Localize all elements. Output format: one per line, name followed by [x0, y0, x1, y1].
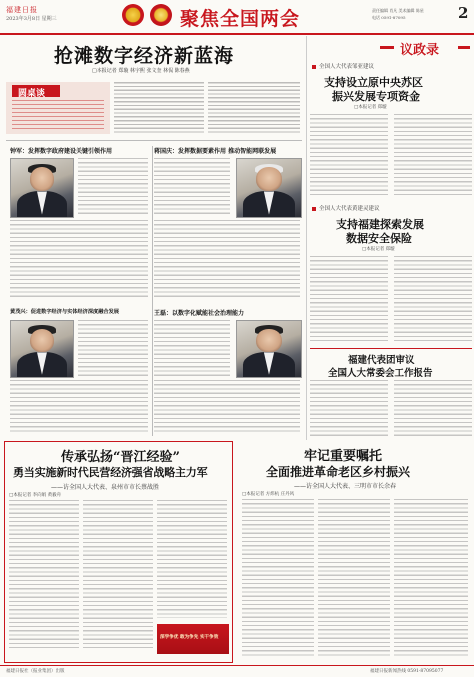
column-item-1-title-1: 支持设立原中央苏区 [324, 76, 423, 89]
column-item-2-text-b [394, 256, 472, 342]
delegation-title-1: 福建代表团审议 [348, 355, 415, 366]
column-item-1-byline: □本报记者 郑璇 [354, 105, 387, 110]
cppcc-emblem-icon [150, 4, 172, 26]
bottom-left-text-a [9, 500, 79, 650]
column-item-1-text-a [310, 114, 388, 196]
bottom-right-text-a [242, 499, 314, 657]
lead-title: 抢滩数字经济新蓝海 [54, 45, 235, 67]
speaker-photo-zhongjun [10, 158, 74, 218]
bottom-right-title-1: 牢记重要嘱托 [304, 449, 383, 464]
column-item-2-text-a [310, 256, 388, 342]
speaker-quote-zhongjun: 钟军：发挥数字政府建设关键引领作用 [10, 148, 113, 155]
delegation-story [310, 348, 472, 440]
slogan-text: 深学争优 敢为争先 实干争效 [160, 635, 219, 640]
roundtable-text [12, 100, 104, 130]
column-item-2-byline: □本报记者 郑璇 [362, 247, 395, 252]
speaker-quote-wanglei: 王磊：以数字化赋能社会治理能力 [154, 310, 245, 317]
intro-text-right [208, 82, 300, 134]
intro-text-left [114, 82, 204, 134]
speaker-photo-wanglei [236, 320, 302, 378]
national-emblem-icon [122, 4, 144, 26]
bottom-left-title-2: 勇当实施新时代民营经济强省战略主力军 [13, 466, 208, 479]
bottom-right-text-b [318, 499, 390, 657]
column-item-2-title-1: 支持福建探索发展 [336, 218, 424, 231]
speaker-card-jiangguoqing [154, 144, 302, 304]
masthead-rule [0, 33, 474, 35]
delegation-text-a [310, 380, 388, 438]
bottom-left-title-1: 传承弘扬“晋江经验” [61, 450, 180, 465]
footer-right: 福建日报新闻热线 0591-87095077 [370, 669, 444, 674]
column-item-1-kicker-text: 全国人大代表邹亚建议 [319, 64, 375, 70]
column-item-1-text-b [394, 114, 472, 196]
delegation-text-b [394, 380, 472, 438]
delegation-rule [310, 348, 472, 349]
speaker-text-huangmaoxing-b [10, 380, 148, 434]
footer-left: 福建日报社（报业集团）出版 [6, 669, 65, 674]
column-item-2-kicker-text: 全国人大代表黄建灵建议 [319, 206, 380, 212]
speaker-text-wanglei-b [154, 380, 300, 434]
issue-date: 2023年3月8日 星期三 [6, 16, 57, 22]
speaker-text-jiangguoqing-b [154, 220, 300, 300]
speaker-photo-huangmaoxing [10, 320, 74, 378]
column-item-1-title-2: 振兴发展专项资金 [332, 90, 420, 103]
kicker-dot-icon [312, 207, 316, 211]
speaker-text-zhongjun-a [78, 158, 148, 216]
column-tag: 议政录 [400, 43, 440, 58]
lead-byline: □本报记者 郑璇 林宇熙 张文奎 林侃 陈春燕 [92, 68, 190, 74]
bottom-right-subtitle: ——访全国人大代表、三明市市长余春 [294, 483, 397, 490]
speaker-card-zhongjun [6, 144, 150, 304]
section-title: 聚焦全国两会 [180, 8, 301, 30]
column-item-2-kicker [310, 204, 472, 213]
roundtable-badge [12, 85, 60, 97]
speaker-photo-jiangguoqing [236, 158, 302, 218]
bottom-left-text-b [83, 500, 153, 650]
kicker-dot-icon [312, 65, 316, 69]
bottom-right-story [238, 441, 472, 663]
column-item-1 [310, 62, 472, 202]
speaker-text-huangmaoxing-a [78, 320, 148, 376]
bottom-right-text-c [394, 499, 468, 657]
column-tag-box [394, 38, 458, 56]
editor-credits: 责任编辑 肖凡 美术编辑 陈星 [372, 8, 424, 13]
speaker-card-wanglei [154, 306, 302, 436]
delegation-title-2: 全国人大常委会工作报告 [328, 368, 433, 379]
speaker-text-zhongjun-b [10, 220, 148, 300]
column-item-2 [310, 204, 472, 346]
bottom-left-byline: □本报记者 李向娟 黄毅舟 [9, 493, 62, 498]
roundtable-badge-text: 圆桌谈 [18, 89, 46, 99]
column-item-1-kicker [310, 62, 472, 71]
speaker-text-wanglei-a [154, 320, 230, 376]
speaker-quote-huangmaoxing: 黄茂兴：促进数字经济与实体经济深度融合发展 [10, 309, 119, 315]
bottom-left-text-c [157, 500, 227, 618]
column-header [310, 38, 472, 58]
footer [0, 665, 474, 677]
roundtable-box [6, 82, 110, 134]
column-divider [306, 36, 307, 440]
speaker-divider [152, 146, 153, 436]
page-number: 2 [458, 4, 469, 22]
editor-phone: 电话 0591-87095 [372, 15, 406, 20]
paper-name: 福建日报 [6, 6, 38, 14]
bottom-right-byline: □本报记者 方炜杭 庄丹风 [242, 492, 295, 497]
bottom-left-story [4, 441, 233, 663]
speaker-card-huangmaoxing [6, 306, 150, 436]
speaker-quote-jiangguoqing: 蒋国庆：发挥数据要素作用 推动智能网联发展 [154, 148, 277, 155]
bottom-right-title-2: 全面推进革命老区乡村振兴 [266, 465, 411, 479]
bottom-left-subtitle: ——访全国人大代表、泉州市市长蔡战胜 [51, 484, 160, 491]
intro-divider [6, 140, 302, 141]
slogan-banner [157, 624, 229, 654]
speaker-text-jiangguoqing-a [154, 158, 230, 216]
column-item-2-title-2: 数据安全保险 [346, 232, 412, 245]
